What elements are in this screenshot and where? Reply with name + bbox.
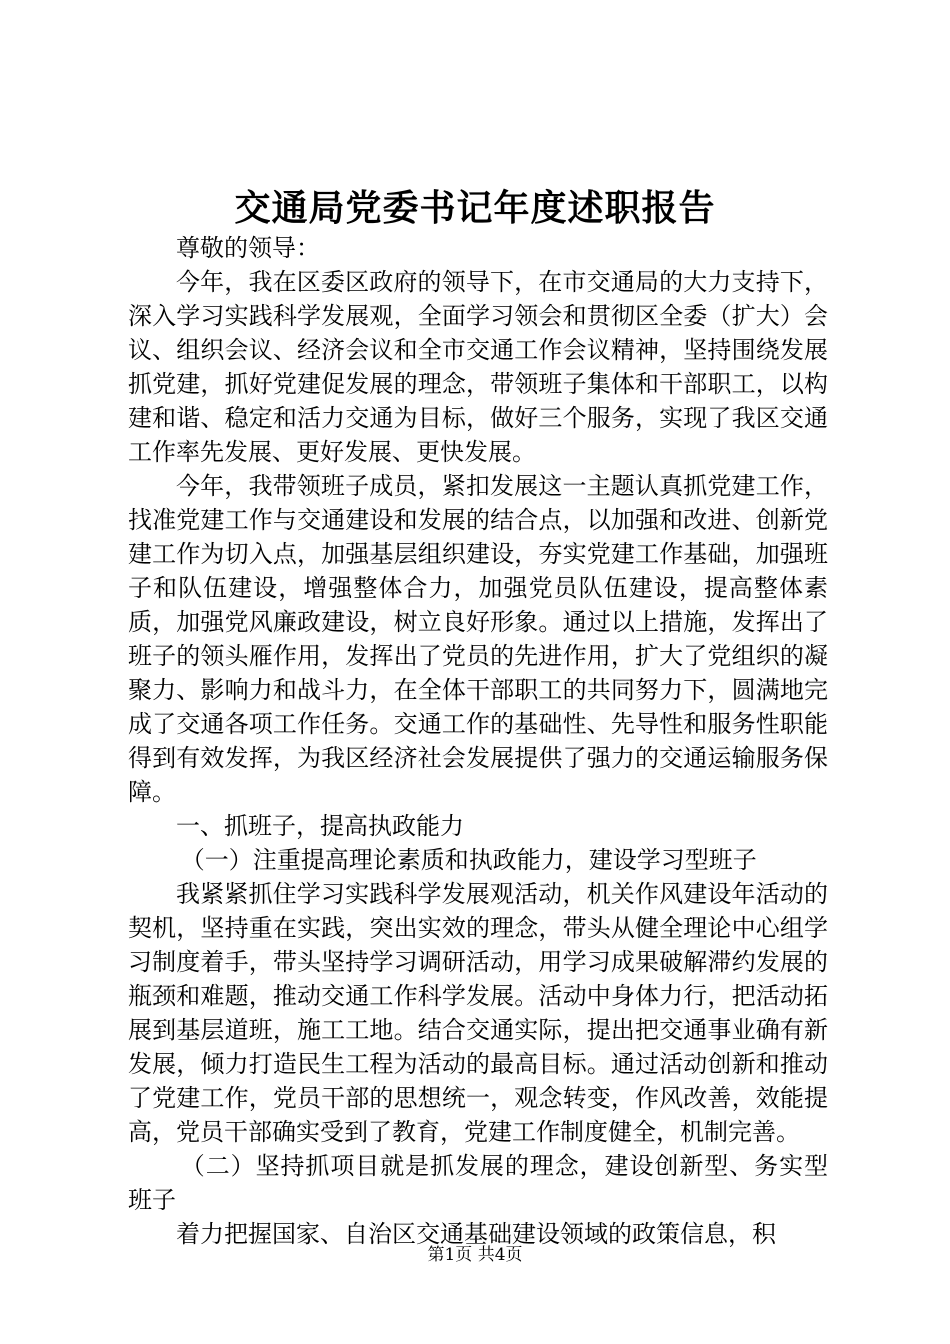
salutation: 尊敬的领导： xyxy=(176,234,320,262)
subsection-heading-2: （二）坚持抓项目就是抓发展的理念，建设创新型、务实型班子 xyxy=(128,1152,828,1214)
page-number-footer: 第1页 共4页 xyxy=(427,1245,523,1265)
subsection-heading-1: （一）注重提高理论素质和执政能力，建设学习型班子 xyxy=(180,846,757,874)
section-heading-1: 一、抓班子，提高执政能力 xyxy=(176,812,464,840)
paragraph-intro: 今年，我在区委区政府的领导下，在市交通局的大力支持下，深入学习实践科学发展观，全面学习领会和贯彻区全委（扩大）会议、组织会议、经济会议和全市交通工作会议精神，坚持围绕发展抓党建，抓好党建促发展的理念，带领班子集体和干部职工，以构建和谐、稳定和活力交通为目标，做好三个服务，实现了我区交通工作率先发展、更好发展、更快发展。 xyxy=(128,268,828,466)
document-title: 交通局党委书记年度述职报告 xyxy=(234,187,716,229)
paragraph-project: 着力把握国家、自治区交通基础建设领域的政策信息，积 xyxy=(176,1220,776,1248)
paragraph-summary: 今年，我带领班子成员，紧扣发展这一主题认真抓党建工作，找准党建工作与交通建设和发展的结合点，以加强和改进、创新党建工作为切入点，加强基层组织建设，夯实党建工作基础，加强班子和队伍建设，增强整体合力，加强党员队伍建设，提高整体素质，加强党风廉政建设，树立良好形象。通过以上措施，发挥出了班子的领头雁作用，发挥出了党员的先进作用，扩大了党组织的凝聚力、影响力和战斗力，在全体干部职工的共同努力下，圆满地完成了交通各项工作任务。交通工作的基础性、先导性和服务性职能得到有效发挥，为我区经济社会发展提供了强力的交通运输服务保障。 xyxy=(128,472,828,806)
paragraph-study: 我紧紧抓住学习实践科学发展观活动，机关作风建设年活动的契机，坚持重在实践，突出实效的理念，带头从健全理论中心组学习制度着手，带头坚持学习调研活动，用学习成果破解滞约发展的瓶颈和难题，推动交通工作科学发展。活动中身体力行，把活动拓展到基层道班，施工工地。结合交通实际，提出把交通事业确有新发展，倾力打造民生工程为活动的最高目标。通过活动创新和推动了党建工作，党员干部的思想统一，观念转变，作风改善，效能提高，党员干部确实受到了教育，党建工作制度健全，机制完善。 xyxy=(128,880,828,1146)
document-body xyxy=(128,231,828,1251)
